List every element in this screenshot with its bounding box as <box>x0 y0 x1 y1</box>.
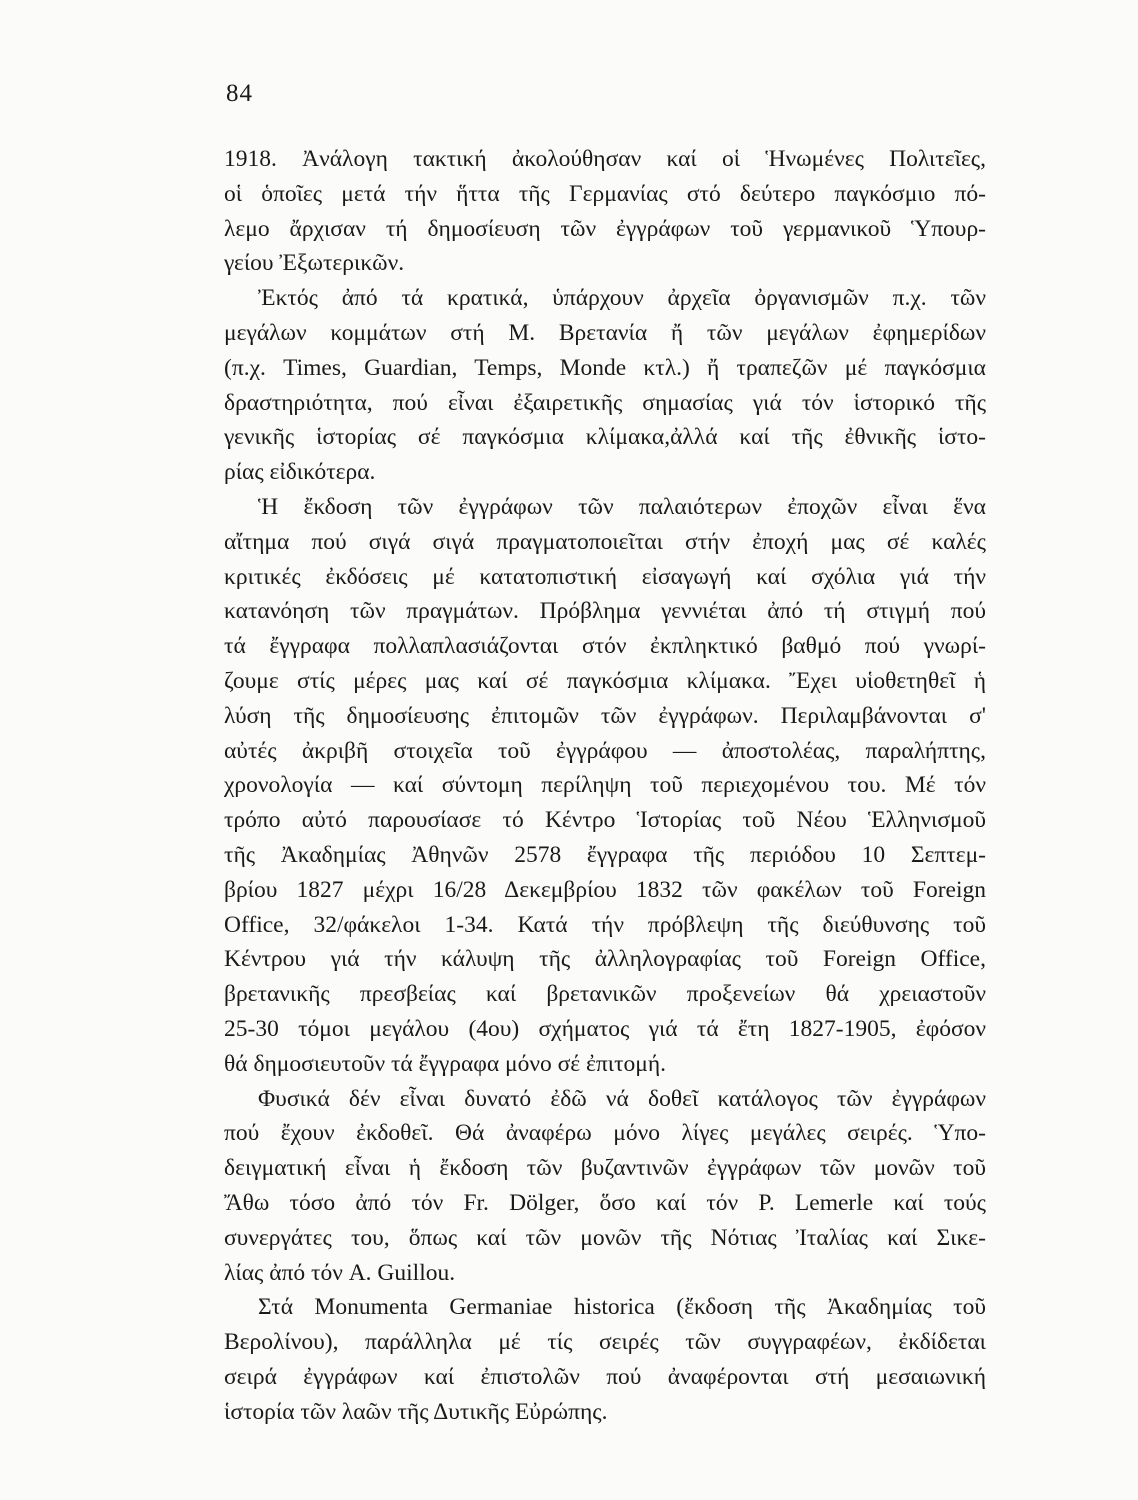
text-line: γενικῆς ἱστορίας σέ παγκόσμια κλίμακα,ἀλλά καί τῆς ἐθνικῆς ἱστο- <box>224 424 986 451</box>
text-line: Βερολίνου), παράλληλα μέ τίς σειρές τῶν συγγραφέων, ἐκδίδεται <box>224 1329 986 1356</box>
page-number: 84 <box>226 80 253 107</box>
text-line: Κέντρου γιά τήν κάλυψη τῆς ἀλληλογραφίας τοῦ Foreign Office, <box>224 946 986 973</box>
text-line: πού ἔχουν ἐκδοθεῖ. Θά ἀναφέρω μόνο λίγες μεγάλες σειρές. Ὑπο- <box>224 1120 986 1147</box>
text-line: θά δημοσιευτοῦν τά ἔγγραφα μόνο σέ ἐπιτομή. <box>224 1050 667 1077</box>
text-line: αὐτές ἀκριβῆ στοιχεῖα τοῦ ἐγγράφου — ἀποστολέας, παραλήπτης, <box>224 737 986 764</box>
text-line: ζουμε στίς μέρες μας καί σέ παγκόσμια κλίμακα. Ἔχει υἱοθετηθεῖ ἡ <box>224 667 986 694</box>
text-line: Ἡ ἔκδοση τῶν ἐγγράφων τῶν παλαιότερων ἐποχῶν εἶναι ἕνα <box>258 493 986 520</box>
text-line: συνεργάτες του, ὅπως καί τῶν μονῶν τῆς Νότιας Ἰταλίας καί Σικε- <box>224 1224 986 1251</box>
text-line: λίας ἀπό τόν A. Guillou. <box>224 1259 456 1286</box>
text-line: δειγματική εἶναι ἡ ἔκδοση τῶν βυζαντινῶν ἐγγράφων τῶν μονῶν τοῦ <box>224 1155 986 1182</box>
paragraph <box>224 1290 986 1429</box>
paragraph <box>224 142 986 281</box>
paragraph <box>224 490 986 1082</box>
text-line: βρίου 1827 μέχρι 16/28 Δεκεμβρίου 1832 τῶν φακέλων τοῦ Foreign <box>224 876 986 903</box>
text-line: γείου Ἐξωτερικῶν. <box>224 250 405 277</box>
text-line: τά ἔγγραφα πολλαπλασιάζονται στόν ἐκπληκτικό βαθμό πού γνωρί- <box>224 633 986 660</box>
text-line: κατανόηση τῶν πραγμάτων. Πρόβλημα γεννιέται ἀπό τή στιγμή πού <box>224 598 986 625</box>
text-line: (π.χ. Times, Guardian, Temps, Monde κτλ.) ἤ τραπεζῶν μέ παγκόσμια <box>224 354 986 381</box>
text-line: Ἄθω τόσο ἀπό τόν Fr. Dölger, ὅσο καί τόν P. Lemerle καί τούς <box>224 1189 986 1216</box>
text-line: μεγάλων κομμάτων στή Μ. Βρετανία ἤ τῶν μεγάλων ἐφημερίδων <box>224 319 986 346</box>
text-line: Στά Monumenta Germaniae historica (ἔκδοση τῆς Ἀκαδημίας τοῦ <box>258 1294 986 1321</box>
text-line: βρετανικῆς πρεσβείας καί βρετανικῶν προξενείων θά χρειαστοῦν <box>224 981 986 1008</box>
body-text <box>224 142 986 1429</box>
text-line: λύση τῆς δημοσίευσης ἐπιτομῶν τῶν ἐγγράφων. Περιλαμβάνονται σ' <box>224 702 986 729</box>
text-line: ρίας εἰδικότερα. <box>224 459 376 486</box>
text-line: οἱ ὁποῖες μετά τήν ἥττα τῆς Γερμανίας στό δεύτερο παγκόσμιο πό- <box>224 180 986 207</box>
text-line: τρόπο αὐτό παρουσίασε τό Κέντρο Ἱστορίας τοῦ Νέου Ἑλληνισμοῦ <box>224 807 986 834</box>
text-line: αἴτημα πού σιγά σιγά πραγματοποιεῖται στήν ἐποχή μας σέ καλές <box>224 528 986 555</box>
text-line: 25-30 τόμοι μεγάλου (4ου) σχήματος γιά τά ἔτη 1827-1905, ἐφόσον <box>224 1015 986 1042</box>
text-line: Ἐκτός ἀπό τά κρατικά, ὑπάρχουν ἀρχεῖα ὀργανισμῶν π.χ. τῶν <box>258 285 986 312</box>
text-line: 1918. Ἀνάλογη τακτική ἀκολούθησαν καί οἱ Ἡνωμένες Πολιτεῖες, <box>224 146 986 172</box>
text-line: δραστηριότητα, πού εἶναι ἐξαιρετικῆς σημασίας γιά τόν ἱστορικό τῆς <box>224 389 986 416</box>
text-line: σειρά ἐγγράφων καί ἐπιστολῶν πού ἀναφέρονται στή μεσαιωνική <box>224 1363 986 1390</box>
paragraph <box>224 1082 986 1291</box>
text-line: ἱστορία τῶν λαῶν τῆς Δυτικῆς Εὐρώπης. <box>224 1398 608 1425</box>
text-line: κριτικές ἐκδόσεις μέ κατατοπιστική εἰσαγωγή καί σχόλια γιά τήν <box>224 563 986 590</box>
text-line: χρονολογία — καί σύντομη περίληψη τοῦ περιεχομένου του. Μέ τόν <box>224 772 986 799</box>
text-line: Φυσικά δέν εἶναι δυνατό ἐδῶ νά δοθεῖ κατάλογος τῶν ἐγγράφων <box>258 1085 986 1112</box>
paragraph <box>224 281 986 490</box>
text-line: λεμο ἄρχισαν τή δημοσίευση τῶν ἐγγράφων τοῦ γερμανικοῦ Ὑπουρ- <box>224 215 986 242</box>
text-line: Office, 32/φάκελοι 1-34. Κατά τήν πρόβλεψη τῆς διεύθυνσης τοῦ <box>224 911 986 938</box>
text-line: τῆς Ἀκαδημίας Ἀθηνῶν 2578 ἔγγραφα τῆς περιόδου 10 Σεπτεμ- <box>224 841 986 868</box>
